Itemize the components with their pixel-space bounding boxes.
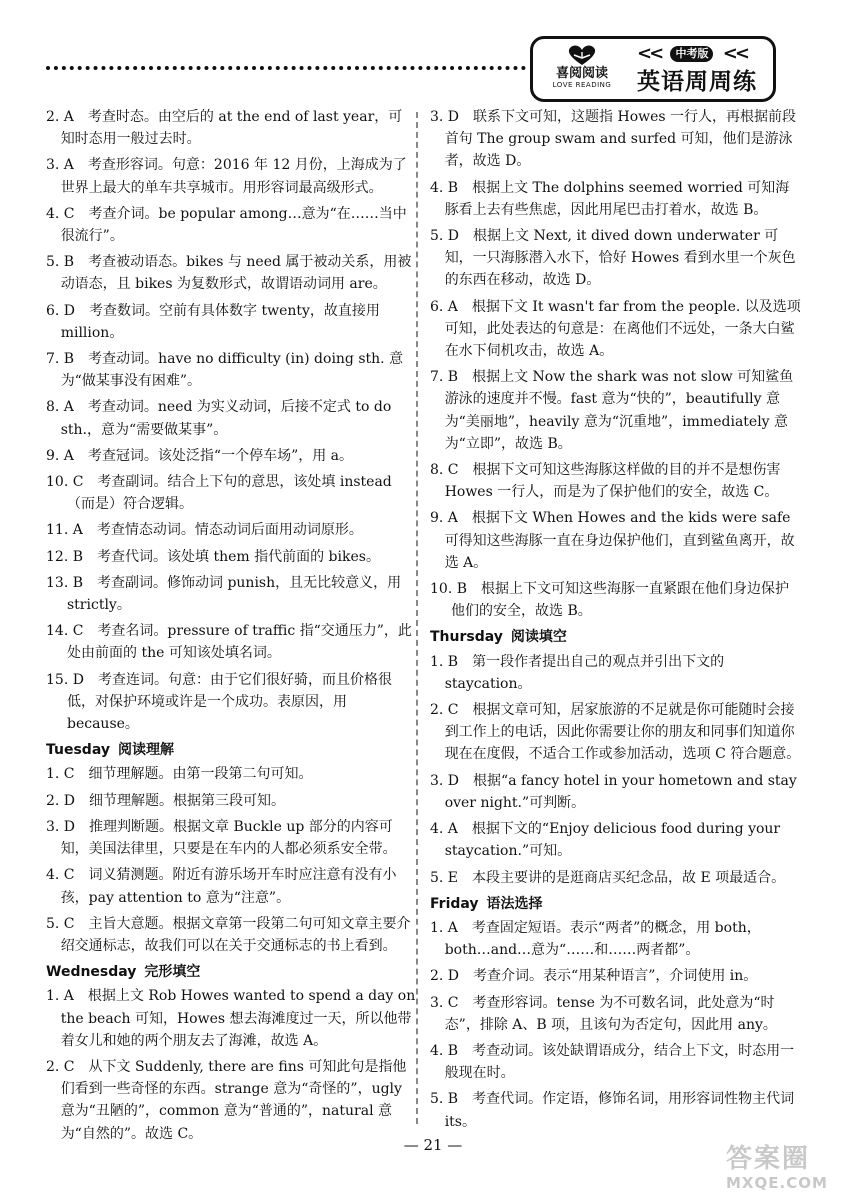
header-dotted-rule	[46, 66, 526, 70]
answer-item: 3. D 推理判断题。根据文章 Buckle up 部分的内容可知，美国法律里，只要是在车内的人都必须系安全带。	[46, 818, 397, 858]
answer-item: 8. A 考查动词。need 为实义动词，后接不定式 to do sth.，意为“需要做某事”。	[46, 399, 392, 438]
page-number: — 21 —	[403, 1136, 463, 1154]
answer-item: 4. A 根据下文的“Enjoy delicious food during your staycation.”可知。	[430, 821, 781, 860]
answer-item: 1. C 细节理解题。由第一段第二句可知。	[46, 766, 313, 783]
answer-item: 11. A 考查情态动词。情态动词后面用动词原形。	[46, 522, 363, 539]
page-header	[0, 0, 866, 108]
answer-item: 10. B 根据上下文可知这些海豚一直紧跟在他们身边保护他们的安全，故选 B。	[430, 581, 790, 620]
section-day: Thursday	[430, 629, 503, 646]
answer-item: 13. B 考查副词。修饰动词 punish，且无比较意义，用 strictly。	[46, 574, 402, 614]
section-heading-friday	[430, 893, 802, 915]
answer-item: 4. C 考查介词。be popular among…意为“在……当中很流行”。	[46, 205, 407, 245]
answer-item: 2. C 根据文章可知，居家旅游的不足就是你可能随时会接到工作上的电话，因此你需要让你的朋友和同事们知道你现在在度假，不适合工作或参加活动，选项 C 符合题意。	[430, 702, 801, 763]
answer-item: 1. A 根据上文 Rob Howes wanted to spend a day on the beach 可知，Howes 想去海滩度过一天，所以他带着女儿和她的两个朋友去了海滩，故选 A。	[46, 988, 416, 1049]
answer-item: 3. A 考查形容词。句意：2016 年 12 月份，上海成为了世界上最大的单车共享城市。用形容词最高级形式。	[46, 157, 407, 196]
answer-item: 5. C 主旨大意题。根据文章第一段第二句可知文章主要介绍交通标志，故我们可以在关于交通标志的书上看到。	[46, 915, 411, 954]
section-type: 阅读理解	[117, 742, 174, 759]
logo-chinese-text: 喜阅阅读	[555, 66, 608, 81]
section-type: 语法选择	[486, 895, 543, 912]
answer-item: 6. A 根据下文 It wasn't far from the people. 以及选项可知，此处表达的句意是：在离他们不远处，一条大白鲨在水下伺机攻击，故选 A。	[430, 298, 801, 360]
column-divider	[416, 112, 418, 1124]
answer-item: 4. C 词义猜测题。附近有游乐场开车时应注意有没有小孩，pay attention to 意为“注意”。	[46, 867, 397, 906]
answer-item: 3. D 联系下文可知，这题指 Howes 一行人，再根据前段首句 The group swam and surfed 可知，他们是游泳者，故选 D。	[430, 109, 797, 170]
answer-item: 7. B 根据上文 Now the shark was not slow 可知鲨鱼游泳的速度并不慢。fast 意为“快的”，beautifully 意为“美丽地”，heavily 意为“沉重地”，immediately 意为“立即”，故选 B。	[430, 369, 794, 452]
publication-title: 英语周周练	[637, 69, 757, 95]
watermark-logo-text: 答案圈	[726, 1144, 811, 1174]
section-heading-thursday	[430, 626, 802, 648]
section-heading-wednesday	[46, 961, 416, 983]
answer-item: 5. E 本段主要讲的是逛商店买纪念品，故 E 项最适合。	[430, 869, 786, 886]
left-column	[46, 106, 416, 1149]
edition-badge: 中考版	[670, 46, 713, 62]
chevron-right-icon: <<	[722, 43, 747, 64]
answer-item: 12. B 考查代词。该处填 them 指代前面的 bikes。	[46, 548, 380, 565]
section-type: 阅读填空	[510, 629, 567, 646]
answer-item: 2. C 从下文 Suddenly, there are fins 可知此句是指他们看到一些奇怪的东西。strange 意为“奇怪的”，ugly 意为“丑陋的”，common 意为“普通的”，natural 意为“自然的”。故选 C。	[46, 1058, 407, 1142]
chevron-left-icon: <<	[637, 43, 662, 64]
section-day: Tuesday	[46, 742, 110, 759]
answer-item: 14. C 考查名词。pressure of traffic 指“交通压力”，此处由前面的 the 可知该处填名词。	[46, 623, 412, 662]
answer-item: 4. B 考查动词。该处缺谓语成分，结合上下文，时态用一般现在时。	[430, 1042, 795, 1082]
answer-item: 2. A 考查时态。由空后的 at the end of last year，可知时态用一般过去时。	[46, 109, 403, 148]
answer-item: 4. B 根据上文 The dolphins seemed worried 可知海豚看上去有些焦虑，因此用尾巴击打着水，故选 B。	[430, 179, 790, 218]
answer-item: 6. D 考查数词。空前有具体数字 twenty，故直接用 million。	[46, 302, 380, 341]
love-reading-logo	[539, 43, 625, 99]
answer-item: 2. D 细节理解题。根据第三段可知。	[46, 792, 286, 809]
right-column	[430, 106, 802, 1137]
section-type: 完形填空	[144, 964, 201, 981]
answer-item: 5. D 根据上文 Next, it dived down underwater 可知，一只海豚潜入水下，恰好 Howes 看到水里一个灰色的东西在移动，故选 D。	[430, 228, 796, 289]
answer-item: 1. B 第一段作者提出自己的观点并引出下文的 staycation。	[430, 653, 725, 692]
section-heading-tuesday	[46, 739, 416, 761]
logo-english-text: LOVE READING	[552, 81, 612, 89]
answer-item: 5. B 考查代词。作定语，修饰名词，用形容词性物主代词 its。	[430, 1091, 795, 1130]
answer-item: 9. A 考查冠词。该处泛指“一个停车场”，用 a。	[46, 447, 354, 464]
answer-item: 2. D 考查介词。表示“用某种语言”，介词使用 in。	[430, 968, 758, 985]
edition-line	[637, 43, 773, 65]
brand-box	[530, 36, 776, 102]
answer-item: 7. B 考查动词。have no difficulty (in) doing sth. 意为“做某事没有困难”。	[46, 351, 404, 390]
answer-item: 3. C 考查形容词。tense 为不可数名词，此处意为“时态”，排除 A、B 项，且该句为否定句，因此用 any。	[430, 994, 777, 1033]
heart-book-icon	[562, 43, 602, 67]
answer-item: 1. A 考查固定短语。表示“两者”的概念，用 both，both…and…意为“……和……两者都”。	[430, 919, 761, 959]
answer-item: 8. C 根据下文可知这些海豚这样做的目的并不是想伤害 Howes 一行人，而是为了保护他们的安全，故选 C。	[430, 462, 781, 501]
site-watermark	[726, 1144, 864, 1196]
answer-item: 5. B 考查被动语态。bikes 与 need 属于被动关系，用被动语态，且 bikes 为复数形式，故谓语动词用 are。	[46, 254, 412, 293]
section-day: Wednesday	[46, 964, 137, 981]
answer-item: 3. D 根据“a fancy hotel in your hometown and stay over night.”可判断。	[430, 772, 797, 811]
section-day: Friday	[430, 895, 479, 912]
answer-item: 10. C 考查副词。结合上下句的意思，该处填 instead（而是）符合逻辑。	[46, 474, 392, 513]
watermark-domain: MXQE.COM	[726, 1174, 828, 1192]
answer-item: 15. D 考查连词。句意：由于它们很好骑，而且价格很低，对保护环境或许是一个成功。表原因，用 because。	[46, 671, 392, 733]
answer-item: 9. A 根据下文 When Howes and the kids were safe 可得知这些海豚一直在身边保护他们，直到鲨鱼离开，故选 A。	[430, 510, 795, 571]
